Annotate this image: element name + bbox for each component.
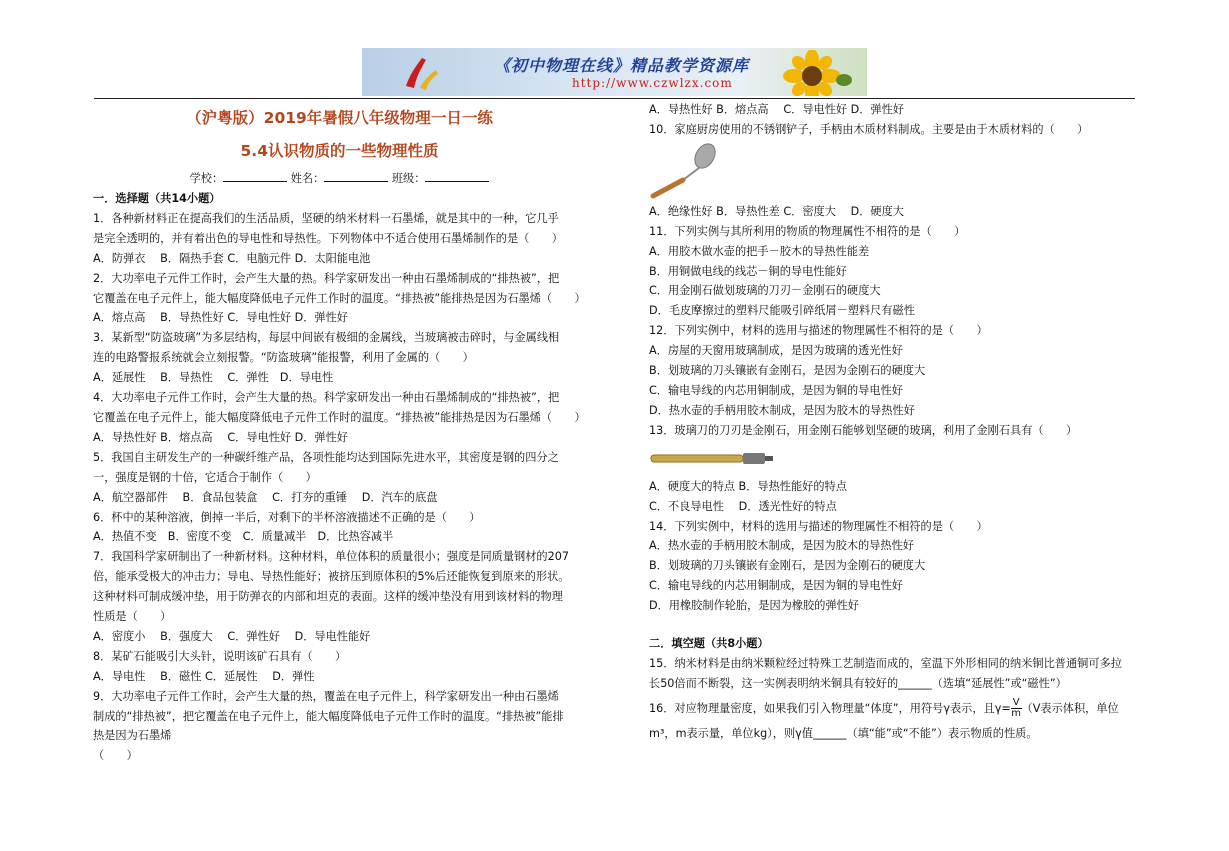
question-line: 15．纳米材料是由纳米颗粒经过特殊工艺制造而成的，室温下外形相同的纳米铜比普通铜可多拉 [649, 656, 1122, 670]
option-line: C．不良导电性 D．透光性好的特点 [649, 499, 837, 513]
option-line: C．输电导线的内芯用铜制成，是因为铜的导电性好 [649, 579, 903, 593]
name-label: 姓名： [290, 172, 325, 185]
school-blank [223, 169, 287, 182]
option-line: D．用橡胶制作轮胎，是因为橡胶的弹性好 [649, 599, 859, 613]
q16-lead: 16．对应物理量密度，如果我们引入物理量“体度”，用符号γ表示，且γ= [649, 701, 1011, 715]
question-options: A．熔点高 B．导热性好 C．导电性好 D．弹性好 [93, 311, 348, 325]
question-line: 7．我国科学家研制出了一种新材料。这种材料，单位体积的质量很小；强度是同质量钢材的207 [93, 550, 569, 564]
option-line: B．用铜做电线的线芯－铜的导电性能好 [649, 264, 847, 278]
question-line: （ ） [93, 749, 138, 763]
left-question-list [93, 209, 586, 766]
page-subtitle: 5.4认识物质的一些物理性质 [240, 142, 439, 160]
right-column [649, 100, 1136, 744]
q13-options [649, 477, 1136, 517]
question-line: 热是因为石墨烯 [93, 729, 172, 743]
q16-tail: （V表示体积，单位 [1021, 701, 1119, 715]
q11-text: 11．下列实例与其所利用的物质的物理属性不相符的是（ ） [649, 224, 966, 238]
banner-url: http://www.czwlzx.com [572, 76, 733, 90]
name-blank [324, 169, 388, 182]
question-options: A．密度小 B．强度大 C．弹性好 D．导电性能好 [93, 629, 371, 643]
question-options: A．导电性 B．磁性 C．延展性 D．弹性 [93, 669, 315, 683]
question-line: 是完全透明的，并有着出色的导电性和导热性。下列物体中不适合使用石墨烯制作的是（ ） [93, 231, 563, 245]
q16-line2: m³，m表示量，单位kg），则γ值______（填“能”或“不能”）表示物质的性质。 [649, 726, 1038, 740]
student-info [93, 169, 586, 189]
q16-fraction [1011, 698, 1022, 719]
question-line: 4．大功率电子元件工作时，会产生大量的热。科学家研发出一种由石墨烯制成的“排热被”，把 [93, 391, 560, 405]
spacer [649, 616, 1136, 634]
q11-options [649, 242, 1136, 322]
section-heading-choice: 一．选择题（共14小题） [93, 192, 221, 205]
class-label: 班级： [391, 172, 426, 185]
q12-text: 12．下列实例中，材料的选用与描述的物理属性不相符的是（ ） [649, 324, 988, 338]
q15-text [649, 654, 1136, 694]
question-line: 制成的“排热被”，把它覆盖在电子元件上，能大幅度降低电子元件工作时的温度。“排热被”能排 [93, 709, 564, 723]
question-line: 5．我国自主研发生产的一种碳纤维产品，各项性能均达到国际先进水平，其密度是钢的四分之 [93, 450, 559, 464]
banner-title: 《初中物理在线》精品教学资源库 [494, 56, 750, 75]
class-blank [425, 169, 489, 182]
option-line: D．热水壶的手柄用胶木制成，是因为胶木的导热性好 [649, 403, 915, 417]
question-options: A．热值不变 B．密度不变 C．质量减半 D．比热容减半 [93, 530, 394, 544]
school-label: 学校： [189, 172, 224, 185]
q13-figure [649, 441, 1136, 477]
option-line: A．热水壶的手柄用胶木制成，是因为胶木的导热性好 [649, 539, 914, 553]
question-line: 这种材料可制成缓冲垫，用于防弹衣的内部和坦克的表面。这样的缓冲垫没有用到该材料的物理 [93, 590, 563, 604]
q16-line1 [649, 698, 1136, 720]
section-heading-fill: 二．填空题（共8小题） [649, 637, 769, 651]
question-options: A．延展性 B．导热性 C．弹性 D．导电性 [93, 371, 334, 385]
option-line: B．划玻璃的刀头镶嵌有金刚石，是因为金刚石的硬度大 [649, 559, 926, 573]
question-options: A．防弹衣 B．隔热手套 C．电脑元件 D．太阳能电池 [93, 251, 371, 265]
option-line: A．用胶木做水壶的把手－胶木的导热性能差 [649, 244, 870, 258]
question-line: 8．某矿石能吸引大头针，说明该矿石具有（ ） [93, 649, 347, 663]
question-line: 一，强度是钢的十倍，它适合于制作（ ） [93, 470, 317, 484]
option-line: B．划玻璃的刀头镶嵌有金刚石，是因为金刚石的硬度大 [649, 364, 926, 378]
question-line: 6．杯中的某种溶液，倒掉一半后，对剩下的半杯溶液描述不正确的是（ ） [93, 510, 481, 524]
logo-icon [400, 52, 440, 92]
question-line: 性质是（ ） [93, 610, 172, 624]
q16-denominator: m [1011, 708, 1021, 720]
question-line: 倍，能承受极大的冲击力；导电、导热性能好；被挤压到原体积的5%后还能恢复到原来的形状。 [93, 570, 570, 584]
option-line: A．硬度大的特点 B．导热性能好的特点 [649, 479, 847, 493]
question-line: 1．各种新材料正在提高我们的生活品质，坚硬的纳米材料一石墨烯，就是其中的一种，它几乎 [93, 211, 559, 225]
question-line: 它覆盖在电子元件上，能大幅度降低电子元件工作时的温度。“排热被”能排热是因为石墨烯（ ） [93, 291, 586, 305]
header-rule [94, 98, 1135, 99]
q10-options: A．绝缘性好 B．导热性差 C．密度大 D．硬度大 [649, 204, 904, 218]
q12-options [649, 341, 1136, 421]
glass-cutter-icon [649, 441, 779, 477]
sunflower-icon [772, 50, 852, 96]
header-banner [362, 48, 867, 96]
q14-text: 14．下列实例中，材料的选用与描述的物理属性不相符的是（ ） [649, 519, 988, 533]
question-line: 9．大功率电子元件工作时，会产生大量的热，覆盖在电子元件上，科学家研发出一种由石墨烯 [93, 689, 559, 703]
q13-text: 13．玻璃刀的刀刃是金刚石，用金刚石能够划坚硬的玻璃，利用了金刚石具有（ ） [649, 423, 1078, 437]
option-line: A．房屋的天窗用玻璃制成，是因为玻璃的透光性好 [649, 344, 903, 358]
question-line: 连的电路警报系统就会立刻报警。“防盗玻璃”能报警，利用了金属的（ ） [93, 351, 474, 365]
question-options: A．导热性好 B．熔点高 C．导电性好 D．弹性好 [93, 430, 348, 444]
question-line: 长50倍而不断裂，这一实例表明纳米铜具有较好的______（选填“延展性”或“磁性”） [649, 676, 1067, 690]
option-line: C．用金刚石做划玻璃的刀刃－金刚石的硬度大 [649, 284, 881, 298]
question-line: 2．大功率电子元件工作时，会产生大量的热。科学家研发出一种由石墨烯制成的“排热被”，把 [93, 271, 560, 285]
q16-numerator: V [1012, 697, 1020, 709]
spatula-icon [649, 140, 719, 202]
question-line: 它覆盖在电子元件上，能大幅度降低电子元件工作时的温度。“排热被”能排热是因为石墨烯（ ） [93, 410, 586, 424]
q9-options: A．导热性好 B．熔点高 C．导电性好 D．弹性好 [649, 103, 904, 116]
option-line: C．输电导线的内芯用铜制成，是因为铜的导电性好 [649, 383, 903, 397]
page-title: （沪粤版）2019年暑假八年级物理一日一练 [186, 109, 493, 127]
q14-options [649, 536, 1136, 616]
question-options: A．航空器部件 B．食品包装盒 C．打夯的重锤 D．汽车的底盘 [93, 490, 438, 504]
left-column [93, 100, 586, 766]
q10-text: 10．家庭厨房使用的不锈钢铲子，手柄由木质材料制成。主要是由于木质材料的（ ） [649, 122, 1089, 136]
question-line: 3．某新型“防盗玻璃”为多层结构，每层中间嵌有极细的金属线，当玻璃被击碎时，与金属线相 [93, 331, 560, 345]
option-line: D．毛皮摩擦过的塑料尺能吸引碎纸屑－塑料尺有磁性 [649, 304, 915, 318]
q10-figure [649, 140, 1136, 202]
